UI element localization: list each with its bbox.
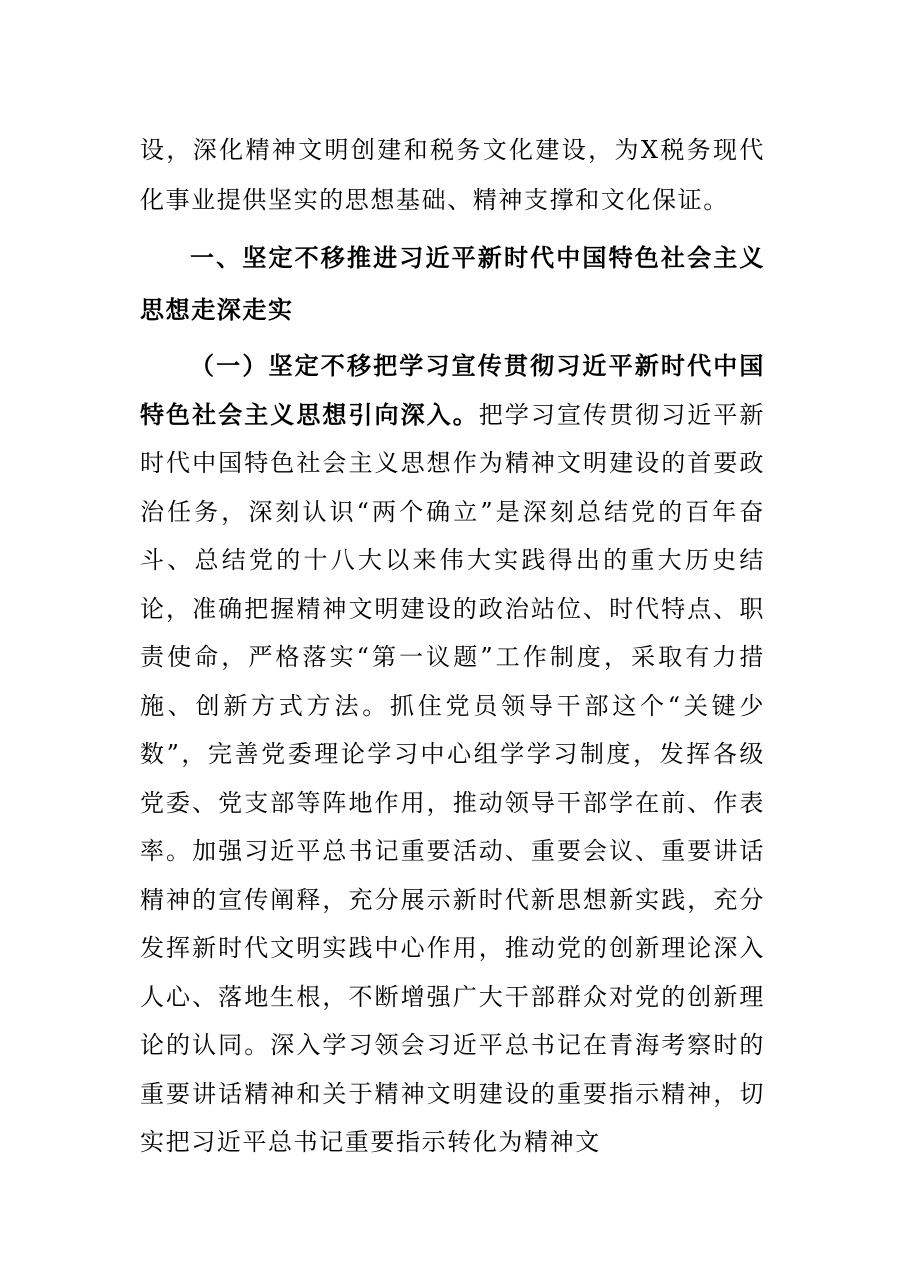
- subsection-heading: （一）坚定不移把学习宣传贯彻习近平新时代中国特色社会主义思想引向深入。: [140, 352, 765, 429]
- section-heading: [140, 232, 765, 336]
- section-heading-text: 一、坚定不移推进习近平新时代中国特色社会主义思想走深走实: [140, 244, 765, 324]
- subsection-paragraph-text: [140, 342, 765, 1167]
- subsection-body: 把学习宣传贯彻习近平新时代中国特色社会主义思想作为精神文明建设的首要政治任务，深刻认识“两个确立”是深刻总结党的百年奋斗、总结党的十八大以来伟大实践得出的重大历史结论，准确把握精神文明建设的政治站位、时代特点、职责使命，严格落实“第一议题”工作制度，采取有力措施、创新方式方法。抓住党员领导干部这个“关键少数”，完善党委理论学习中心组学学习制度，发挥各级党委、党支部等阵地作用，推动领导干部学在前、作表率。加强习近平总书记重要活动、重要会议、重要讲话精神的宣传阐释，充分展示新时代新思想新实践，充分发挥新时代文明实践中心作用，推动党的创新理论深入人心、落地生根，不断增强广大干部群众对党的创新理论的认同。深入学习领会习近平总书记在青海考察时的重要讲话精神和关于精神文明建设的重要指示精神，切实把习近平总书记重要指示转化为精神文: [140, 400, 765, 1156]
- continuation-paragraph-text: 设，深化精神文明创建和税务文化建设，为X税务现代化事业提供坚实的思想基础、精神支撑和文化保证。: [140, 136, 765, 214]
- continuation-paragraph: [140, 125, 765, 225]
- subsection-paragraph: [140, 342, 765, 1167]
